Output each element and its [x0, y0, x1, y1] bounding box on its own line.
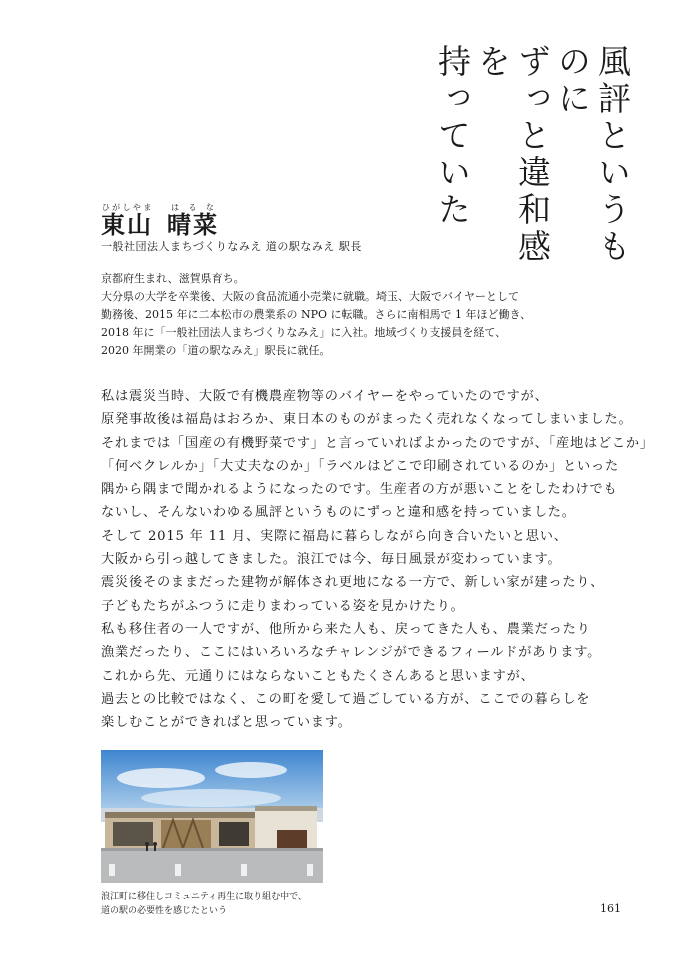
body-line: 子どもたちがふつうに走りまわっている姿を見かけたり。: [101, 598, 465, 614]
body-line: 私も移住者の一人ですが、他所から来た人も、戻ってきた人も、農業だったり: [101, 621, 591, 637]
title-line: ずっと違和感を: [473, 44, 552, 266]
body-line: これから先、元通りにはならないこともたくさんあると思いますが、: [101, 668, 535, 684]
body-line: そして 2015 年 11 月、実際に福島に暮らしながら向き合いたいと思い、: [101, 528, 568, 544]
article-title: [432, 44, 632, 274]
body-line: 原発事故後は福島はおろか、東日本のものがまったく売れなくなってしまいました。: [101, 412, 633, 428]
photo-caption: [101, 890, 307, 918]
given-name: 晴菜はるな: [167, 203, 219, 239]
body-line: それまでは「国産の有機野菜です」と言っていればよかったのですが、「産地はどこか」: [101, 435, 654, 451]
profile-line: 大分県の大学を卒業後、大阪の食品流通小売業に就職。埼玉、大阪でバイヤーとして: [101, 290, 519, 303]
profile-line: 勤務後、2015 年に二本松市の農業系の NPO に転職。さらに南相馬で 1 年ほど働き、: [101, 308, 532, 321]
profile-line: 京都府生まれ、滋賀県育ち。: [101, 272, 245, 285]
profile-line: 2018 年に「一般社団法人まちづくりなみえ」に入社。地域づくり支援員を経て、: [101, 326, 507, 339]
profile-line: 2020 年開業の「道の駅なみえ」駅長に就任。: [101, 344, 331, 357]
profile-text: [101, 270, 531, 360]
body-line: ないし、そんないわゆる風評というものにずっと違和感を持っていました。: [101, 505, 576, 521]
title-line: 風評というものに: [553, 44, 632, 266]
roadside-station-photo-drawing: [101, 750, 323, 883]
title-line: 持っていた: [433, 44, 472, 229]
body-line: 「何ベクレルか」「大丈夫なのか」「ラベルはどこで印刷されているのか」といった: [101, 458, 619, 474]
person-role: 一般社団法人まちづくりなみえ 道の駅なみえ 駅長: [101, 240, 362, 253]
body-line: 漁業だったり、ここにはいろいろなチャレンジができるフィールドがあります。: [101, 645, 602, 661]
body-line: 過去との比較ではなく、この町を愛して過ごしている方が、ここでの暮らしを: [101, 691, 591, 707]
family-name: 東山ひがしやま: [101, 203, 153, 239]
caption-line: 浪江町に移住しコミュニティ再生に取り組む中で、: [101, 892, 307, 902]
interview-body: [101, 385, 654, 734]
roadside-station-photo: [101, 750, 323, 883]
body-line: 震災後そのままだった建物が解体され更地になる一方で、新しい家が建ったり、: [101, 575, 605, 591]
body-line: 大阪から引っ越してきました。浪江では今、毎日風景が変わっています。: [101, 552, 562, 568]
body-line: 楽しむことができればと思っています。: [101, 715, 352, 731]
body-line: 隅から隅まで聞かれるようになったのです。生産者の方が悪いことをしたわけでも: [101, 482, 618, 498]
person-name: [101, 203, 219, 240]
body-line: 私は震災当時、大阪で有機農産物等のバイヤーをやっていたのですが、: [101, 389, 549, 404]
caption-line: 道の駅の必要性を感じたという: [101, 906, 228, 916]
page-number: 161: [600, 902, 621, 915]
